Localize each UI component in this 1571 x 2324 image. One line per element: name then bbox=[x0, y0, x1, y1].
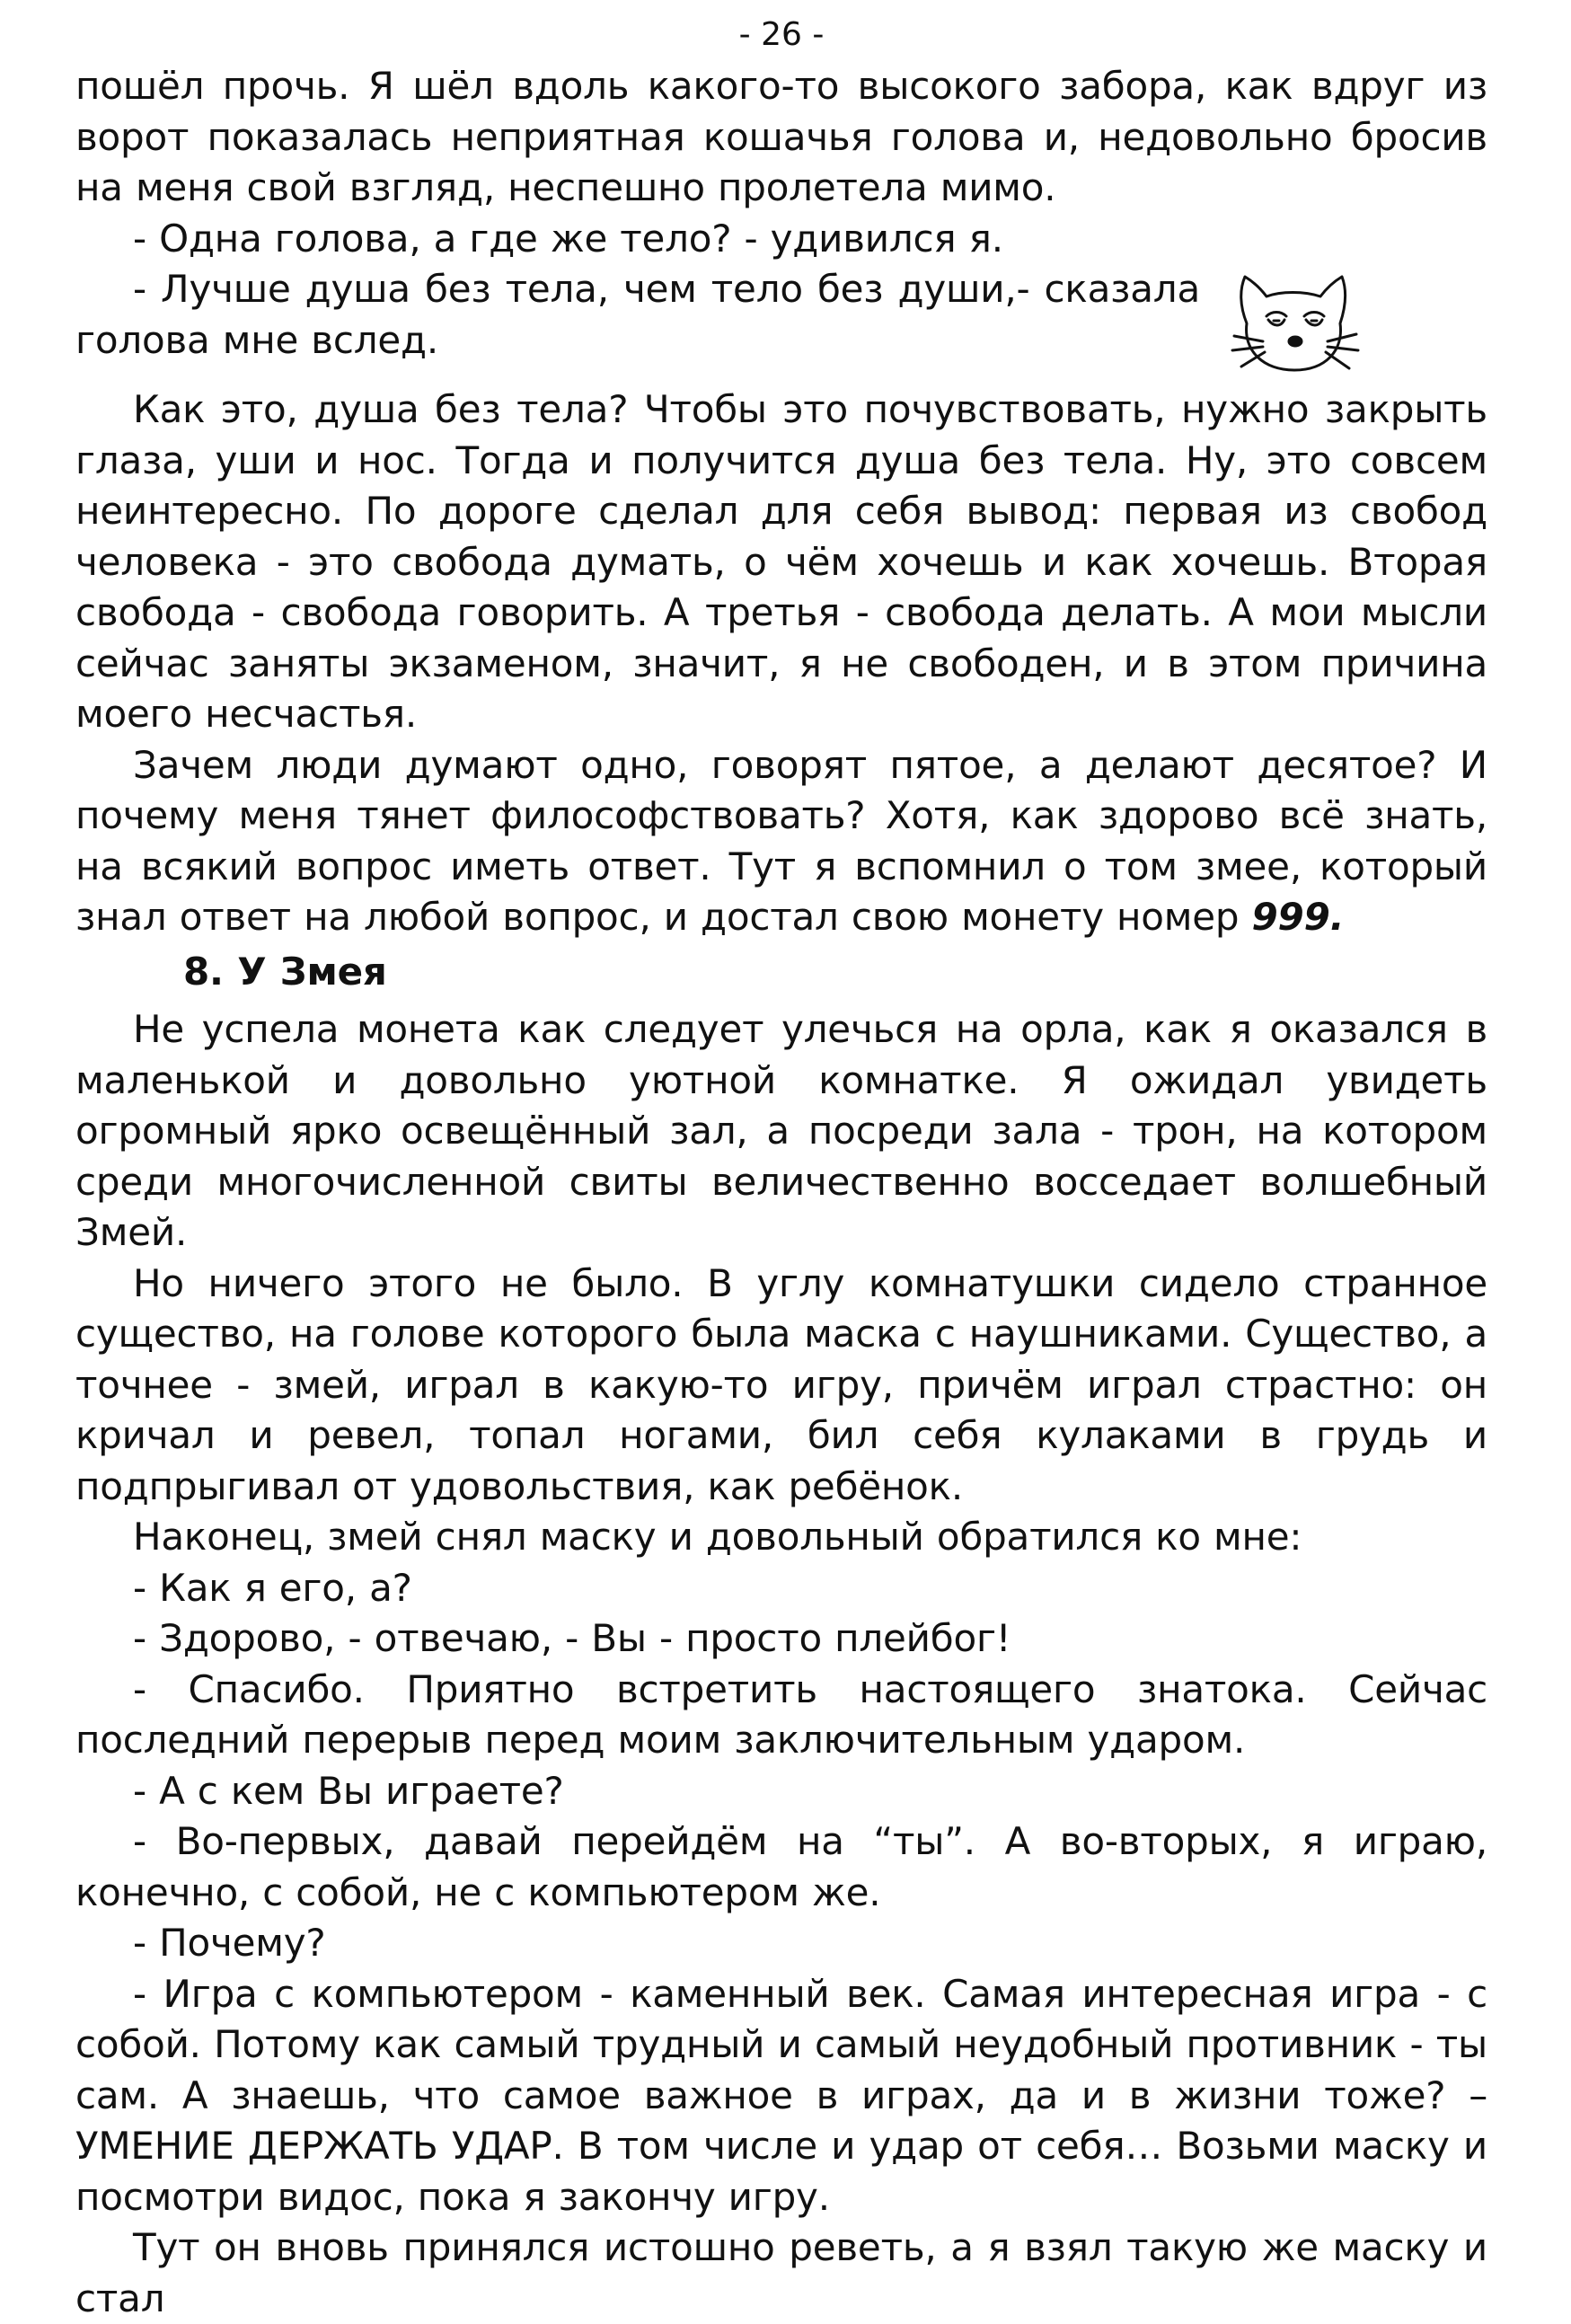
paragraph-8: Наконец, змей снял маску и довольный обратился ко мне: bbox=[133, 1515, 1302, 1559]
cat-head-illustration bbox=[1227, 270, 1362, 384]
paragraph-6: Не успела монета как следует улечься на орла, как я оказался в маленькой и довольно уютной комнатке. Я ожидал увидеть огромный ярко освещённый зал, а посреди зала - трон, на котором среди многочисленной свиты величественно восседает волшебный Змей. bbox=[75, 1007, 1487, 1254]
paragraph-7: Но ничего этого не было. В углу комнатушки сидело странное существо, на голове которого была маска с наушниками. Существо, а точнее - змей, играл в какую-то игру, причём играл страстно: он кричал и ревел, топал ногами, бил себя кулаками в грудь и подпрыгивал от удовольствия, как ребёнок. bbox=[75, 1260, 1487, 1508]
cat-head-icon bbox=[1227, 270, 1362, 384]
paragraph-13: - Во-первых, давай перейдём на “ты”. А во-вторых, я играю, конечно, с собой, не с компьютером же. bbox=[75, 1819, 1487, 1914]
page-number: - 26 - bbox=[738, 16, 825, 53]
paragraph-12: - А с кем Вы играете? bbox=[133, 1768, 564, 1813]
paragraph-3-text-b: голова мне вслед. bbox=[75, 317, 438, 362]
paragraph-3-text-a: - Лучше душа без тела, чем тело без души,- сказала bbox=[133, 267, 1200, 311]
chapter-heading: 8. У Змея bbox=[183, 949, 387, 994]
paragraph-5-text: Зачем люди думают одно, говорят пятое, а делают десятое? И почему меня тянет философствовать? Хотя, как здорово всё знать, на всякий вопрос иметь ответ. Тут я вспомнил о том змее, который знал ответ на любой вопрос, и достал свою монету номер bbox=[75, 742, 1487, 939]
paragraph-5 bbox=[75, 740, 1487, 943]
paragraph-15: - Игра с компьютером - каменный век. Самая интересная игра - с собой. Потому как самый трудный и самый неудобный противник - ты сам. А знаешь, что самое важное в играх, да и в жизни тоже? – УМЕНИЕ ДЕРЖАТЬ УДАР. В том числе и удар от себя… Возьми маску и посмотри видос, пока я закончу игру. bbox=[75, 1971, 1487, 2219]
paragraph-4: Как это, душа без тела? Чтобы это почувствовать, нужно закрыть глаза, уши и нос. Тогда и получится душа без тела. Ну, это совсем неинтересно. По дороге сделал для себя вывод: первая из свобод человека - это свобода думать, о чём хочешь и как хочешь. Вторая свобода - свобода говорить. А третья - свобода делать. А мои мысли сейчас заняты экзаменом, значит, я не свободен, и в этом причина моего несчастья. bbox=[75, 387, 1487, 736]
coin-number: 999. bbox=[1251, 895, 1345, 939]
paragraph-10: - Здорово, - отвечаю, - Вы - просто плейбог! bbox=[133, 1616, 1011, 1660]
document-page bbox=[75, 9, 1487, 2324]
paragraph-1: пошёл прочь. Я шёл вдоль какого-то высокого забора, как вдруг из ворот показалась неприятная кошачья голова и, недовольно бросив на меня свой взгляд, неспешно пролетела мимо. bbox=[75, 64, 1487, 209]
paragraph-3 bbox=[75, 264, 1487, 366]
paragraph-14: - Почему? bbox=[133, 1921, 326, 1965]
paragraph-9: - Как я его, а? bbox=[133, 1565, 412, 1610]
paragraph-11: - Спасибо. Приятно встретить настоящего знатока. Сейчас последний перерыв перед моим заключительным ударом. bbox=[75, 1666, 1487, 1762]
paragraph-2: - Одна голова, а где же тело? - удивился я. bbox=[133, 216, 1003, 261]
paragraph-16: Тут он вновь принялся истошно реветь, а я взял такую же маску и стал bbox=[75, 2225, 1487, 2320]
